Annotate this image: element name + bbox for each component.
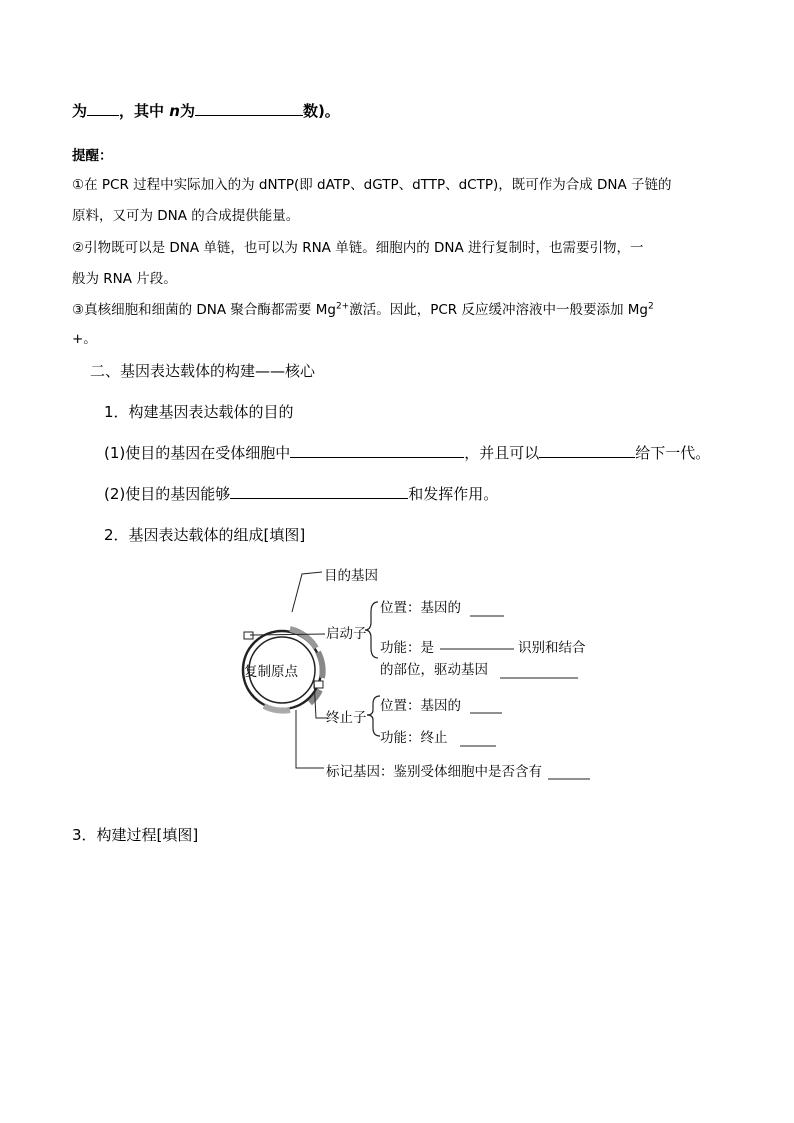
target-gene-line [292, 572, 322, 612]
text: (2)使目的基因能够 [104, 485, 231, 503]
section-2-sub-1: 1．构建基因表达载体的目的 [104, 403, 294, 421]
small-box [244, 632, 253, 639]
variable-n: n [169, 102, 180, 120]
text: 激活。因此，PCR 反应缓冲溶液中一般要添加 Mg [349, 302, 648, 318]
text: (1)使目的基因在受体细胞中 [104, 444, 291, 462]
superscript: 2+ [335, 301, 350, 312]
terminator-function: 功能：终止 [380, 730, 448, 746]
promoter-function-b: 识别和结合 [518, 640, 586, 656]
tip-1-line-2: 原料，又可为 DNA 的合成提供能量。 [72, 208, 300, 224]
label-terminator: 终止子 [326, 710, 367, 726]
text: 数)。 [302, 102, 340, 120]
text: 和发挥作用。 [408, 485, 499, 503]
tip-3-line-1 [72, 298, 654, 318]
vector-diagram [230, 560, 610, 795]
text: ，并且可以 [464, 444, 540, 462]
text: ③真核细胞和细菌的 DNA 聚合酶都需要 Mg [72, 302, 336, 318]
label-target-gene: 目的基因 [324, 568, 378, 584]
tip-2-line-2: 般为 RNA 片段。 [72, 271, 177, 287]
marker-gene-line [296, 710, 324, 768]
small-box [314, 681, 323, 688]
blank-4[interactable] [539, 442, 635, 458]
tip-2-line-1: ②引物既可以是 DNA 单链，也可以为 RNA 单链。细胞内的 DNA 进行复制时，也需要引物，一 [72, 240, 644, 256]
text: 为 [179, 102, 195, 120]
tips-heading: 提醒： [72, 148, 113, 164]
terminator-position: 位置：基因的 [380, 698, 461, 714]
section-2-title: 二、基因表达载体的构建——核心 [90, 362, 316, 380]
text: ，其中 [119, 102, 170, 120]
text: 功能：是 [380, 640, 434, 656]
blank-3[interactable] [290, 442, 464, 458]
section-2-sub-2: 2．基因表达载体的组成[填图] [104, 526, 306, 544]
terminator-brace [367, 696, 380, 736]
promoter-line [250, 634, 325, 635]
label-origin: 复制原点 [244, 664, 298, 680]
blank-2[interactable] [195, 100, 303, 116]
promoter-segment [318, 652, 323, 678]
tip-3-line-2: +。 [72, 331, 97, 347]
item-2 [104, 483, 498, 504]
text: 给下一代。 [635, 444, 711, 462]
label-promoter: 启动子 [326, 626, 367, 642]
tip-1-line-1: ①在 PCR 过程中实际加入的为 dNTP(即 dATP、dGTP、dTTP、dCTP)，既可作为合成 DNA 子链的 [72, 177, 672, 193]
blank-1[interactable] [87, 100, 119, 116]
text: 为 [72, 102, 88, 120]
promoter-position: 位置：基因的 [380, 600, 461, 616]
marker-gene-segment [264, 706, 290, 711]
item-1 [104, 442, 710, 463]
section-3-title: 3．构建过程[填图] [72, 826, 199, 844]
promoter-function-a [380, 636, 434, 656]
fill-line-1 [72, 100, 340, 121]
promoter-function-c: 的部位，驱动基因 [380, 662, 488, 678]
superscript: 2 [647, 301, 654, 312]
blank-5[interactable] [230, 483, 408, 499]
label-marker-gene: 标记基因：鉴别受体细胞中是否含有 [326, 764, 542, 780]
